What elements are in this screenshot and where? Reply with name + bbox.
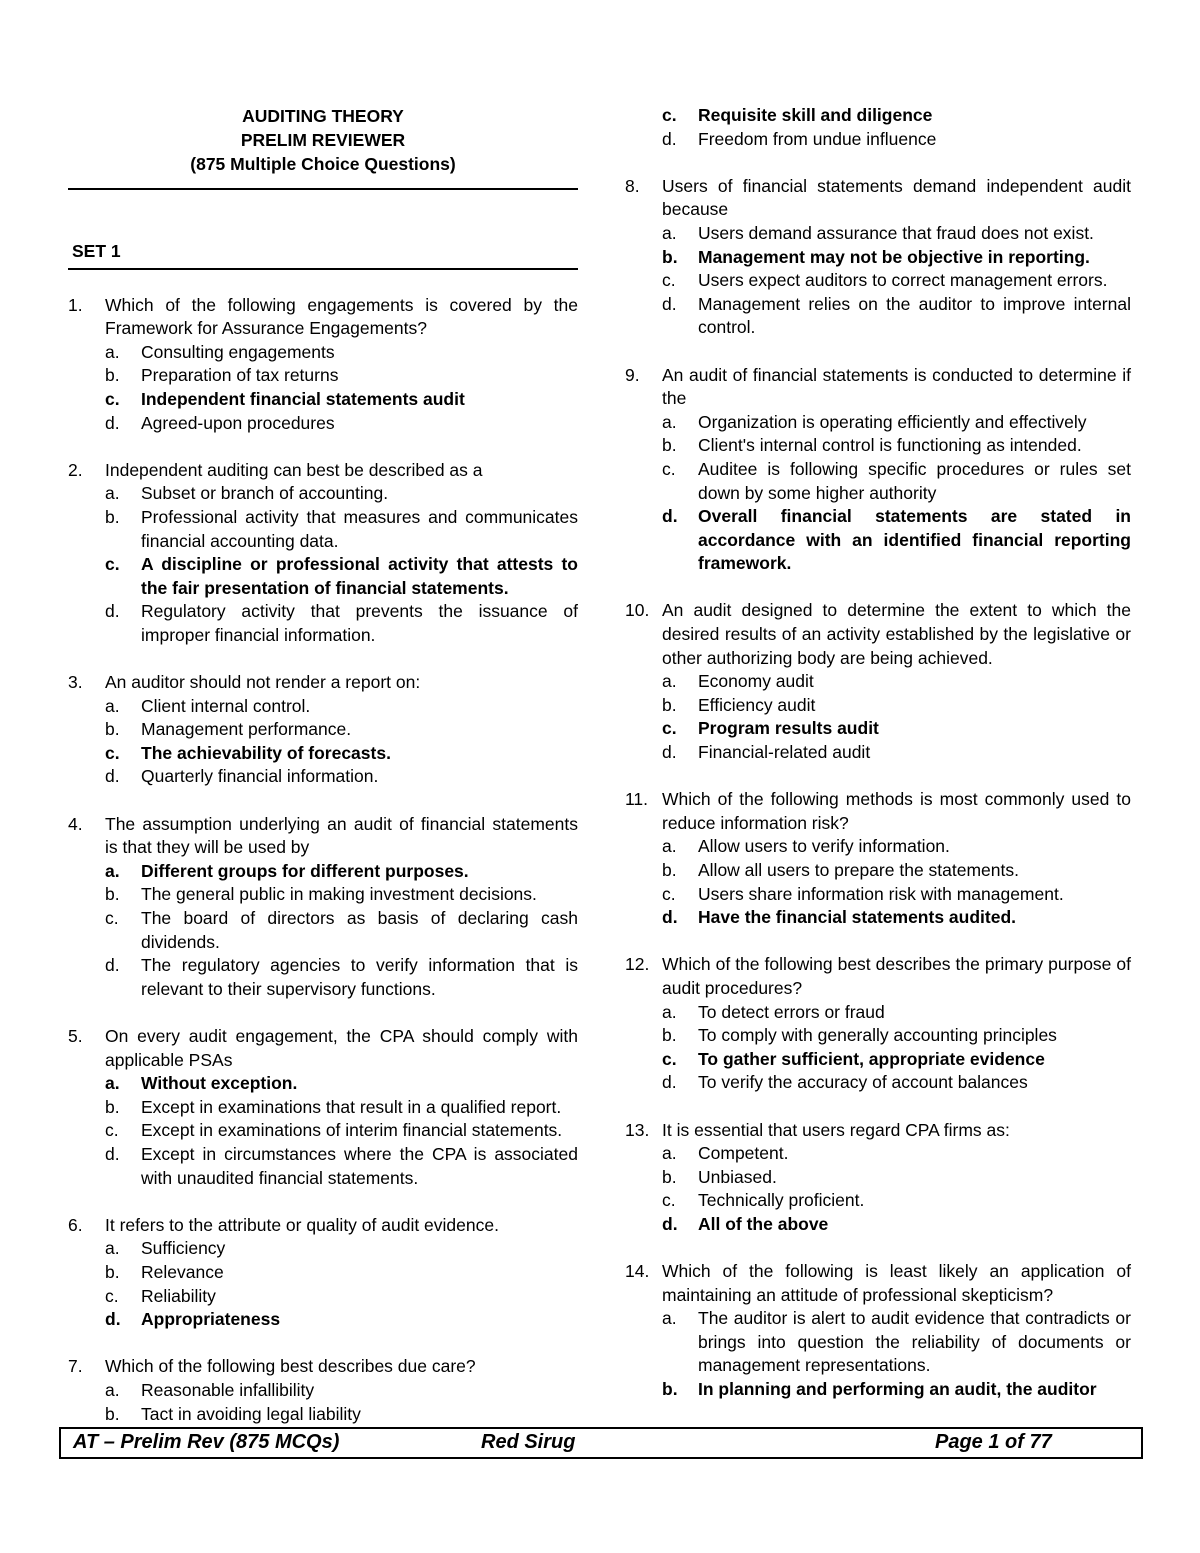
option-text: The achievability of forecasts. (141, 742, 391, 763)
option-letter: d. (662, 742, 677, 763)
question-number: 2. (68, 459, 83, 480)
option-letter: c. (662, 1190, 676, 1211)
option-letter: d. (105, 1309, 121, 1330)
option-letter: c. (662, 1048, 677, 1069)
option-text: To comply with generally accounting principles (698, 1025, 1057, 1046)
question-stem (625, 1260, 1131, 1307)
answer-option (625, 104, 1131, 128)
question-stem (68, 813, 578, 860)
question-item (625, 364, 1131, 576)
option-text: Users expect auditors to correct management errors. (698, 270, 1108, 291)
option-text: A discipline or professional activity that attests to the fair presentation of financial statements. (141, 554, 578, 598)
answer-option (68, 1308, 578, 1332)
answer-option (68, 341, 578, 365)
option-text: Freedom from undue influence (698, 128, 937, 149)
question-stem (68, 459, 578, 483)
option-text: The auditor is alert to audit evidence that contradicts or brings into question the reliability of documents or management representations. (698, 1308, 1131, 1376)
option-text: Users demand assurance that fraud does not exist. (698, 222, 1094, 243)
question-stem (68, 1025, 578, 1072)
question-item (625, 1260, 1131, 1402)
option-letter: d. (662, 128, 677, 149)
option-letter: b. (662, 1025, 677, 1046)
answer-option (68, 742, 578, 766)
answer-option (625, 670, 1131, 694)
header-subtitle: PRELIM REVIEWER (240, 130, 406, 150)
answer-option (625, 694, 1131, 718)
question-text: Users of financial statements demand independent audit because (662, 175, 1131, 220)
option-letter: a. (105, 1379, 120, 1400)
right-question-list (625, 175, 1131, 1402)
option-letter: c. (105, 742, 120, 763)
option-text: Tact in avoiding legal liability (141, 1403, 361, 1424)
answer-option (68, 364, 578, 388)
option-letter: d. (105, 955, 120, 976)
question-number: 10. (625, 600, 650, 621)
option-text: To gather sufficient, appropriate evidence (698, 1048, 1045, 1069)
question-text: An audit of financial statements is conducted to determine if the (662, 364, 1131, 409)
option-text: Management performance. (141, 719, 352, 740)
option-letter: d. (662, 293, 677, 314)
set-divider (68, 268, 578, 270)
option-text: Requisite skill and diligence (698, 105, 933, 125)
question-number: 1. (68, 294, 83, 315)
option-letter: a. (662, 222, 677, 243)
question-stem (68, 294, 578, 341)
question-item (68, 1025, 578, 1190)
answer-option (625, 717, 1131, 741)
question-number: 13. (625, 1119, 650, 1140)
option-text: Program results audit (698, 718, 879, 739)
option-letter: b. (662, 435, 677, 456)
option-letter: b. (662, 860, 677, 880)
header-divider (68, 188, 578, 190)
answer-option (68, 954, 578, 1001)
question-text: An audit designed to determine the extent to which the desired results of an activity established by the legislative or other authorizing body are being achieved. (662, 600, 1131, 668)
answer-option (68, 482, 578, 506)
option-letter: c. (105, 1120, 119, 1141)
option-letter: a. (105, 341, 120, 362)
option-letter: a. (662, 411, 677, 432)
answer-option (625, 458, 1131, 505)
option-letter: b. (662, 246, 678, 267)
question-text: Which of the following best describes the primary purpose of audit procedures? (662, 954, 1131, 998)
option-letter: a. (105, 695, 120, 716)
question-text: An auditor should not render a report on: (105, 672, 421, 693)
option-text: Preparation of tax returns (141, 365, 339, 386)
option-text: Unbiased. (698, 1166, 777, 1187)
option-text: Regulatory activity that prevents the issuance of improper financial information. (141, 601, 578, 645)
answer-option (68, 718, 578, 742)
answer-option (625, 269, 1131, 293)
question-number: 4. (68, 813, 83, 834)
answer-option (625, 222, 1131, 246)
option-text: To verify the accuracy of account balances (698, 1072, 1028, 1093)
option-letter: d. (662, 907, 678, 928)
question-stem (68, 1214, 578, 1238)
question-item (68, 671, 578, 789)
left-column (68, 104, 578, 1450)
answer-option (68, 1379, 578, 1403)
answer-option (625, 1048, 1131, 1072)
question-number: 11. (625, 789, 649, 810)
option-text: Management relies on the auditor to improve internal control. (698, 293, 1131, 338)
answer-option (625, 1378, 1131, 1402)
answer-option (68, 695, 578, 719)
question-item (625, 788, 1131, 930)
option-letter: a. (662, 836, 677, 857)
answer-option (625, 859, 1131, 883)
question-item (68, 459, 578, 648)
question-item (625, 953, 1131, 1095)
option-text: The board of directors as basis of declaring cash dividends. (141, 908, 578, 952)
question-stem (625, 599, 1131, 670)
question-stem (625, 364, 1131, 411)
option-letter: b. (105, 1261, 120, 1282)
question-number: 3. (68, 672, 83, 693)
question-item (625, 1119, 1131, 1237)
question-text: It is essential that users regard CPA firms as: (662, 1119, 1010, 1140)
option-text: Organization is operating efficiently and effectively (698, 411, 1087, 432)
answer-option (68, 1285, 578, 1309)
answer-option (68, 388, 578, 412)
option-letter: d. (105, 766, 120, 787)
question-text: Which of the following best describes due care? (105, 1356, 476, 1377)
option-letter: c. (662, 105, 677, 125)
option-text: Overall financial statements are stated in accordance with an identified financial reporting framework. (698, 506, 1131, 574)
document-header (68, 104, 578, 176)
option-text: The general public in making investment decisions. (141, 884, 537, 905)
question-item (68, 813, 578, 1002)
option-letter: b. (662, 1166, 677, 1187)
question-stem (625, 788, 1131, 835)
footer-author: Red Sirug (481, 1431, 576, 1453)
answer-option (68, 907, 578, 954)
option-letter: c. (105, 388, 120, 409)
answer-option (625, 1001, 1131, 1025)
answer-option (68, 412, 578, 436)
answer-option (68, 1119, 578, 1143)
question-item (625, 599, 1131, 764)
answer-option (625, 505, 1131, 576)
option-text: Except in circumstances where the CPA is associated with unaudited financial statements. (141, 1143, 578, 1188)
question-stem (625, 175, 1131, 222)
answer-option (625, 1024, 1131, 1048)
question-text: Which of the following engagements is covered by the Framework for Assurance Engagements? (105, 294, 578, 339)
question-number: 8. (625, 175, 640, 196)
question-stem (625, 953, 1131, 1000)
question-text: It refers to the attribute or quality of audit evidence. (105, 1214, 499, 1235)
question-number: 14. (625, 1261, 650, 1282)
question-stem (68, 671, 578, 695)
question-text: Which of the following is least likely an application of maintaining an attitude of professional skepticism? (662, 1261, 1131, 1305)
option-text: Without exception. (141, 1073, 298, 1094)
answer-option (68, 883, 578, 907)
answer-option (68, 1072, 578, 1096)
question-item (625, 175, 1131, 340)
answer-option (68, 600, 578, 647)
header-title: AUDITING THEORY (242, 106, 404, 126)
right-column (625, 104, 1131, 1425)
question-number: 12. (625, 954, 650, 975)
option-letter: a. (662, 671, 677, 692)
option-text: Sufficiency (141, 1238, 226, 1259)
footer-document-title: AT – Prelim Rev (875 MCQs) (73, 1431, 340, 1453)
option-letter: a. (662, 1143, 677, 1164)
option-text: Appropriateness (141, 1309, 281, 1330)
answer-option (625, 883, 1131, 907)
question-item (68, 1355, 578, 1426)
option-letter: a. (105, 1238, 120, 1259)
option-text: Reliability (141, 1285, 216, 1306)
option-text: Independent financial statements audit (141, 388, 465, 409)
answer-option (68, 1403, 578, 1427)
option-text: Reasonable infallibility (141, 1379, 315, 1400)
answer-option (625, 906, 1131, 930)
answer-option (625, 1213, 1131, 1237)
option-letter: d. (662, 1213, 678, 1234)
answer-option (68, 506, 578, 553)
option-text: Allow all users to prepare the statements. (698, 860, 1019, 880)
option-letter: c. (662, 270, 676, 291)
option-text: Professional activity that measures and communicates financial accounting data. (141, 506, 578, 551)
option-text: The regulatory agencies to verify information that is relevant to their supervisory functions. (141, 955, 578, 999)
option-letter: b. (662, 694, 677, 715)
option-letter: a. (662, 1001, 677, 1022)
option-text: Efficiency audit (698, 694, 816, 715)
option-text: Agreed-upon procedures (141, 412, 335, 433)
answer-option (625, 835, 1131, 859)
footer-page-number: Page 1 of 77 (935, 1431, 1052, 1453)
option-text: Client's internal control is functioning as intended. (698, 435, 1082, 456)
option-letter: b. (105, 1403, 120, 1424)
option-letter: d. (105, 601, 120, 622)
option-letter: d. (662, 1072, 677, 1093)
question-text: Independent auditing can best be described as a (105, 459, 483, 480)
answer-option (68, 860, 578, 884)
option-text: Except in examinations that result in a qualified report. (141, 1096, 562, 1117)
question-item (68, 294, 578, 436)
option-text: Different groups for different purposes. (141, 860, 469, 881)
answer-option (625, 411, 1131, 435)
option-text: To detect errors or fraud (698, 1001, 885, 1022)
option-letter: b. (105, 1096, 120, 1117)
option-text: Financial-related audit (698, 742, 871, 763)
answer-option (625, 1307, 1131, 1378)
option-letter: b. (105, 884, 120, 905)
option-text: Have the financial statements audited. (698, 907, 1017, 928)
answer-option (625, 293, 1131, 340)
answer-option (625, 434, 1131, 458)
question-text: Which of the following methods is most commonly used to reduce information risk? (662, 789, 1131, 833)
option-letter: d. (105, 1143, 120, 1164)
answer-option (68, 1143, 578, 1190)
option-text: Relevance (141, 1261, 224, 1282)
option-text: Quarterly financial information. (141, 766, 379, 787)
option-letter: d. (105, 412, 120, 433)
answer-option (68, 553, 578, 600)
question-continuation (625, 104, 1131, 151)
answer-option (625, 128, 1131, 152)
option-text: Consulting engagements (141, 341, 335, 362)
option-letter: a. (105, 483, 120, 504)
question-number: 5. (68, 1026, 83, 1046)
option-text: Client internal control. (141, 695, 311, 716)
option-text: Except in examinations of interim financial statements. (141, 1120, 563, 1141)
answer-option (68, 1237, 578, 1261)
question-number: 6. (68, 1214, 83, 1235)
question-text: On every audit engagement, the CPA should comply with applicable PSAs (105, 1026, 578, 1070)
option-text: Users share information risk with management. (698, 883, 1064, 904)
option-text: Competent. (698, 1143, 789, 1164)
option-letter: a. (662, 1308, 677, 1329)
option-letter: d. (662, 506, 678, 527)
answer-option (625, 1189, 1131, 1213)
answer-option (625, 1071, 1131, 1095)
option-letter: c. (662, 458, 676, 479)
option-letter: b. (105, 365, 120, 386)
question-stem (625, 1119, 1131, 1143)
answer-option (68, 1096, 578, 1120)
option-letter: b. (105, 719, 120, 740)
question-text: The assumption underlying an audit of financial statements is that they will be used by (105, 813, 578, 858)
answer-option (625, 1166, 1131, 1190)
answer-option (68, 765, 578, 789)
answer-option (68, 1261, 578, 1285)
option-letter: c. (662, 883, 676, 904)
question-number: 9. (625, 364, 640, 385)
left-question-list (68, 294, 578, 1427)
option-text: All of the above (698, 1213, 829, 1234)
option-letter: b. (105, 506, 120, 527)
answer-option (625, 1142, 1131, 1166)
option-text: Allow users to verify information. (698, 836, 950, 857)
option-text: Subset or branch of accounting. (141, 483, 389, 504)
question-stem (68, 1355, 578, 1379)
option-text: Economy audit (698, 671, 814, 692)
answer-option (625, 741, 1131, 765)
question-item (68, 1214, 578, 1332)
option-letter: c. (105, 908, 119, 929)
option-text: Technically proficient. (698, 1190, 865, 1211)
option-letter: a. (105, 1073, 120, 1094)
answer-option (625, 246, 1131, 270)
question-number: 7. (68, 1356, 83, 1377)
header-question-count: (875 Multiple Choice Questions) (190, 154, 456, 174)
option-text: Management may not be objective in reporting. (698, 246, 1090, 267)
page-footer (59, 1427, 1143, 1459)
option-letter: b. (662, 1379, 678, 1400)
option-letter: a. (105, 860, 120, 881)
option-text: In planning and performing an audit, the auditor (698, 1379, 1097, 1400)
option-text: Auditee is following specific procedures or rules set down by some higher authority (698, 458, 1131, 503)
option-letter: c. (105, 554, 120, 575)
option-letter: c. (662, 718, 677, 739)
set-title: SET 1 (72, 241, 121, 261)
option-letter: c. (105, 1285, 119, 1306)
